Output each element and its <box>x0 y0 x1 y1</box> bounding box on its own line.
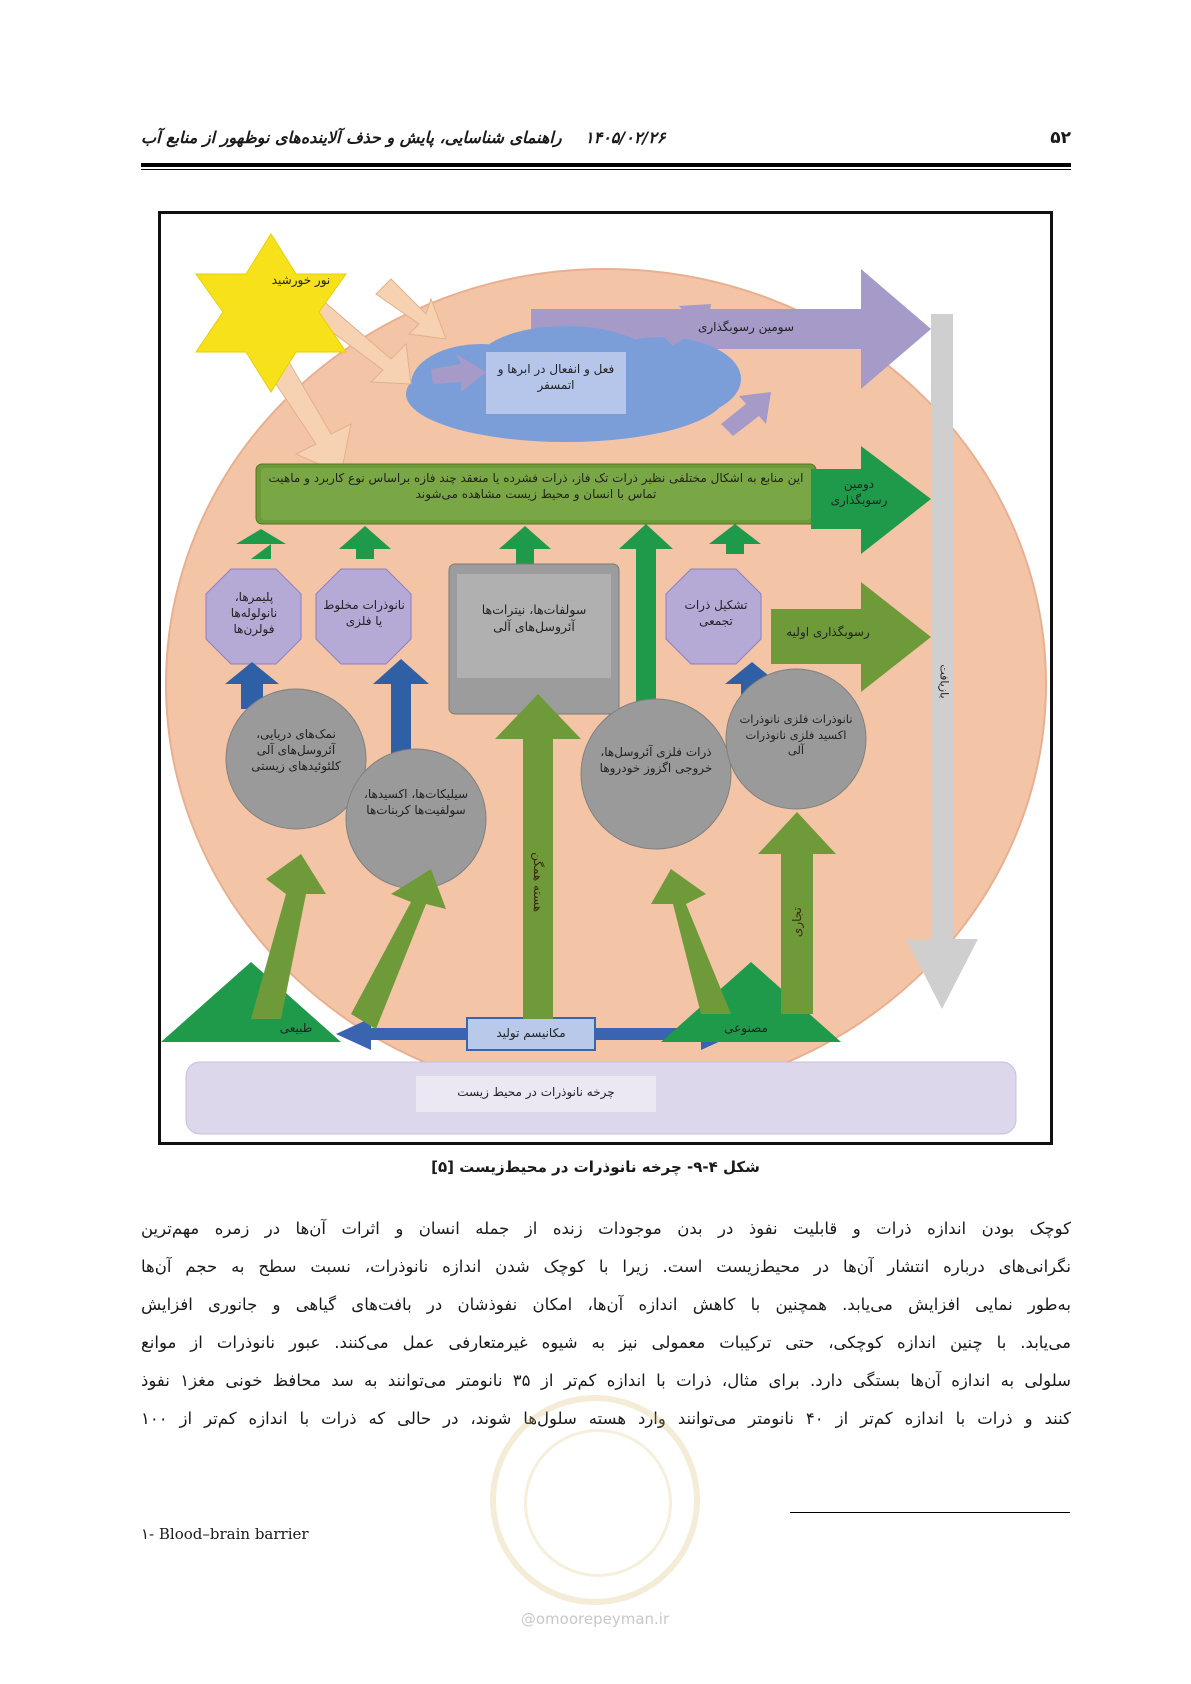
cloud-label: فعل و انفعال در ابرها و اتمسفر <box>497 362 615 393</box>
watermark-text: @omoorepeyman.ir <box>520 1610 670 1628</box>
body-line: نگرانی‌های درباره انتشار آن‌ها در محیط‌زیست است. زیرا با کوچک شدن اندازه نانوذرات، نسبت سطح به حجم آن‌ها <box>141 1257 1071 1276</box>
circle-silicates-label: سیلیکات‌ها، اکسیدها، سولفیت‌ها کربنات‌ها <box>363 787 469 818</box>
header-rule-thin <box>141 169 1071 170</box>
watermark-seal <box>490 1395 700 1605</box>
octagon-mixed-label: نانوذرات مخلوط یا فلزی <box>323 598 405 629</box>
artificial-label: مصنوعی <box>724 1021 768 1035</box>
second-deposition-label: دومین رسوبگذاری <box>830 477 888 508</box>
running-title: راهنمای شناسایی، پایش و حذف آلاینده‌های نوظهور از منابع آب <box>141 128 562 147</box>
figure-drawing <box>161 214 1050 1142</box>
mechanism-label: مکانیسم تولید <box>496 1026 566 1040</box>
page-header <box>141 128 1071 160</box>
center-box-label: سولفات‌ها، نیترات‌ها آئروسل‌های آلی <box>481 602 587 634</box>
header-date: ۱۴۰۵/۰۲/۲۶ <box>585 128 666 147</box>
figure-caption: شکل ۴-۹- چرخه نانوذرات در محیط‌زیست [۵] <box>431 1158 760 1176</box>
watermark-seal-inner <box>524 1429 672 1577</box>
footnote-rule <box>790 1512 1070 1513</box>
body-line: سلولی به اندازه آن‌ها بستگی دارد. برای مثال، ذرات با اندازه کم‌تر از ۳۵ نانومتر می‌توانند به سد محافظ خونی مغز۱ نفوذ <box>141 1371 1071 1390</box>
third-deposition-label: سومین رسوبگذاری <box>697 320 795 334</box>
recycling-bar <box>931 314 953 939</box>
circle-natural-label: نمک‌های دریایی، آئروسل‌های آلی کلئوئیدهای زیستی <box>251 727 341 774</box>
homogeneous-nucleation-label: هسته همگن <box>531 852 546 913</box>
body-line: به‌طور نمایی افزایش می‌یابد. همچنین با کاهش اندازه آن‌ها، امکان نفوذشان در بافت‌های گیاهی و جانوری افزایش <box>141 1295 1071 1314</box>
circle-metal-label: ذرات فلزی آئروسل‌ها، خروجی اگزوز خودروها <box>599 745 713 776</box>
octagon-polymers-label: پلیمرها، نانولوله‌ها فولرن‌ها <box>230 590 278 637</box>
body-line: می‌یابد. با چنین اندازه کوچکی، حتی ترکیبات معمولی نیز به شیوه غیرمتعارفی عمل می‌کنند. عبور نانوذرات از موانع <box>141 1333 1071 1352</box>
page-number: ۵۲ <box>1050 128 1071 148</box>
first-deposition-label: رسوبگذاری اولیه <box>786 625 870 639</box>
commercial-label: تجاری <box>789 907 804 938</box>
sun-label: نور خورشید <box>271 273 331 287</box>
recycling-label: بازیافت <box>937 664 951 699</box>
natural-label: طبیعی <box>279 1021 313 1035</box>
green-box-text: این منابع به اشکال مختلفی نظیر ذرات تک فاز، ذرات فشرده یا منعقد چند فازه براساس نوع کاربرد و ماهیت تماس با انسان و محیط زیست مشاهده می‌شوند <box>268 471 804 502</box>
body-line: کوچک بودن اندازه ذرات و قابلیت نفوذ در بدن موجودات زنده از جمله انسان و اثرات آن‌ها در زمره مهم‌ترین <box>141 1219 1071 1238</box>
header-rule <box>141 163 1071 167</box>
nanoparticle-cycle-figure <box>158 211 1053 1145</box>
circle-engineered-label: نانوذرات فلزی نانوذرات اکسید فلزی نانوذرات آلی <box>739 712 853 758</box>
body-line: کنند و ذرات با اندازه کم‌تر از ۴۰ نانومتر می‌توانند وارد هسته سلول‌ها شوند، در حالی که ذرات با اندازه کم‌تر از ۱۰۰ <box>141 1409 1071 1428</box>
circle-silicates <box>346 749 486 889</box>
cycle-label: چرخه نانوذرات در محیط زیست <box>457 1085 615 1099</box>
octagon-aggregates-label: تشکیل ذرات تجمعی <box>684 598 748 629</box>
footnote: ۱- Blood–brain barrier <box>141 1525 309 1543</box>
